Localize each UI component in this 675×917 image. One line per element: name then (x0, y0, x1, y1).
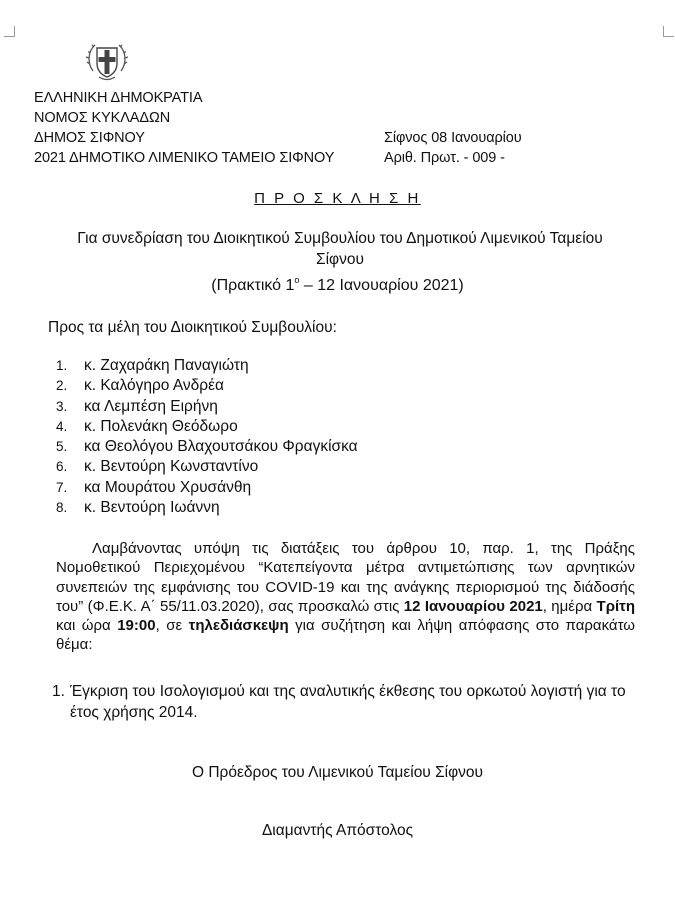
list-item (56, 479, 358, 499)
place-date: Σίφνος 08 Ιανουαρίου (384, 130, 522, 146)
header-line-port-fund: 2021 ΔΗΜΟΤΙΚΟ ΛΙΜΕΝΙΚΟ ΤΑΜΕΙΟ ΣΙΦΝΟΥ (34, 150, 335, 166)
body-text-part: και ώρα (56, 617, 118, 635)
list-item (56, 398, 358, 418)
document-subtitle: Για συνεδρίαση του Διοικητικού Συμβουλίου του Δημοτικού Λιμενικού Ταμείου Σίφνου (77, 230, 603, 268)
list-number: 7. (56, 479, 68, 495)
list-number: 6. (56, 459, 68, 475)
agenda-text: Έγκριση του Ισολογισμού και της αναλυτικής έκθεσης του ορκωτού λογιστή για το έτος χρήσης 2014. (70, 683, 626, 721)
members-list (56, 357, 358, 519)
signatory-title: Ο Πρόεδρος του Λιμενικού Ταμείου Σίφνου (191, 764, 484, 781)
agenda-item (52, 681, 642, 723)
document-title: Π Ρ Ο Σ Κ Λ Η Σ Η (254, 190, 421, 207)
addressee-line: Προς τα μέλη του Διοικητικού Συμβουλίου: (48, 319, 337, 336)
minutes-prefix: (Πρακτικό 1 (211, 277, 295, 294)
member-name: κ. Ζαχαράκη Παναγιώτη (84, 357, 249, 374)
member-name: κ. Πολενάκη Θεόδωρο (84, 417, 238, 435)
signatory-name: Διαμαντής Απόστολος (261, 822, 414, 839)
header-line-municipality: ΔΗΜΟΣ ΣΙΦΝΟΥ (34, 130, 145, 146)
body-text-part: , σε (155, 617, 189, 635)
agenda-number: 1. (52, 683, 65, 700)
list-number: 1. (56, 358, 68, 373)
list-number: 4. (56, 418, 68, 434)
member-name: κα Μουράτου Χρυσάνθη (84, 478, 252, 496)
list-number: 5. (56, 439, 68, 455)
minutes-suffix: – 12 Ιανουαρίου 2021) (299, 277, 464, 294)
protocol-number: Αριθ. Πρωτ. - 009 - (384, 150, 505, 166)
meeting-date: 12 Ιανουαρίου 2021 (403, 597, 543, 615)
body-text-part: , ημέρα (542, 597, 597, 615)
list-item (56, 499, 358, 519)
list-item (56, 418, 358, 438)
body-text-part: για συζήτηση και λήψη απόφασης στο παρακάτω θέμα: (56, 617, 635, 654)
member-name: κα Λεμπέση Ειρήνη (84, 397, 218, 415)
agenda-list (52, 681, 642, 723)
list-number: 3. (56, 398, 68, 414)
meeting-mode: τηλεδιάσκεψη (188, 617, 289, 635)
list-item (56, 357, 358, 377)
meeting-day: Τρίτη (596, 597, 635, 615)
body-paragraph (56, 539, 635, 655)
member-name: κ. Βεντούρη Ιωάννη (84, 499, 220, 517)
list-item (56, 438, 358, 458)
page-corner-mark-left (4, 26, 15, 37)
header-line-prefecture: ΝΟΜΟΣ ΚΥΚΛΑΔΩΝ (34, 110, 171, 126)
invitation-paragraph (56, 539, 635, 655)
minutes-reference (0, 275, 675, 295)
member-name: κ. Βεντούρη Κωνσταντίνο (84, 458, 259, 476)
member-name: κα Θεολόγου Βλαχουτσάκου Φραγκίσκα (84, 438, 358, 456)
member-name: κ. Καλόγηρο Ανδρέα (84, 377, 224, 395)
list-item (56, 377, 358, 397)
greek-coat-of-arms-icon (84, 38, 130, 84)
minutes-ordinal: ο (294, 275, 300, 285)
date-protocol-block (384, 128, 522, 168)
issuer-header (34, 88, 334, 168)
header-line-republic: ΕΛΛΗΝΙΚΗ ΔΗΜΟΚΡΑΤΙΑ (34, 90, 203, 106)
page-corner-mark-right (663, 26, 674, 37)
body-text-part: Λαμβάνοντας υπόψη τις διατάξεις του άρθρου 10, παρ. 1, της Πράξης Νομοθετικού Περιεχομένου “Κατεπείγοντα μέτρα αντιμετώπισης των αρνητικών συνεπειών της εμφάνισης του COVID-19 και της ανάγκης περιορισμού της διάδοσής του” (Φ.Ε.Κ. Α΄ 55/11.03.2020), σας προσκαλώ στις (56, 540, 635, 615)
meeting-time: 19:00 (117, 617, 156, 635)
list-number: 8. (56, 500, 68, 516)
list-item (56, 458, 358, 478)
list-number: 2. (56, 378, 68, 394)
